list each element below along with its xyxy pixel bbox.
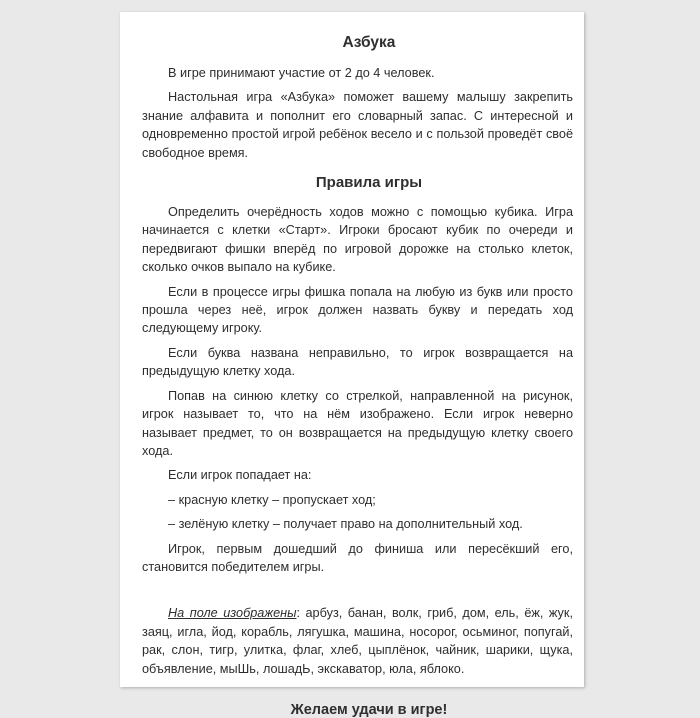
case-red-cell: – красную клетку – пропускает ход;: [168, 492, 376, 507]
rules-sheet: [120, 12, 584, 718]
rules-title: Правила игры: [315, 174, 423, 192]
intro-paragraph-description: Настольная игра «Азбука» поможет вашему малышу закрепить знание алфавита и пополнит его словарный запас. С интересной и одновременно простой игрой ребёнок весело и с пользой проведёт своё свободное время.: [142, 90, 573, 160]
pictured-paragraph: [142, 604, 573, 678]
rules-paragraph-cases-intro: Если игрок попадает на:: [168, 468, 312, 483]
spacer: [142, 582, 573, 604]
case-green-cell: – зелёную клетку – получает право на дополнительный ход.: [168, 517, 523, 532]
rules-paragraph-letters: Если в процессе игры фишка попала на любую из букв или просто прошла через неё, игрок должен назвать букву и передать ход следующему игроку.: [142, 284, 573, 336]
winner-paragraph: Игрок, первым дошедший до финиша или пересёкший его, становится победителем игры.: [142, 541, 573, 574]
intro-paragraph-players: В игре принимают участие от 2 до 4 человек.: [168, 66, 435, 80]
page-title: Азбука: [342, 34, 396, 51]
rules-paragraph-start: Определить очерёдность ходов можно с помощью кубика. Игра начинается с клетки «Старт». Игроки бросают кубик по очереди и передвигают фишки вперёд по игровой дорожке на столько клеток, сколько очков выпало на кубике.: [142, 205, 573, 275]
closing-wish: Желаем удачи в игре!: [290, 701, 448, 718]
pictured-label: На поле изображены: [168, 606, 297, 621]
rules-paragraph-wrong-letter: Если буква названа неправильно, то игрок возвращается на предыдущую клетку хода.: [142, 345, 573, 379]
rules-paragraph-blue-cell: Попав на синюю клетку со стрелкой, направленной на рисунок, игрок называет то, что на нём изображено. Если игрок неверно называет предмет, то он возвращается на предыдущую клетку своего хода.: [142, 388, 573, 458]
pictured-list: : арбуз, банан, волк, гриб, дом, ель, ёж, жук, заяц, игла, йод, корабль, лягушка, машина, носорог, осьминог, попугай, рак, слон, тигр, улитка, флаг, хлеб, цыплёнок, чайник, шарики, щука, объявление, мыШь, лошадЬ, экскаватор, юла, яблоко.: [142, 606, 573, 676]
